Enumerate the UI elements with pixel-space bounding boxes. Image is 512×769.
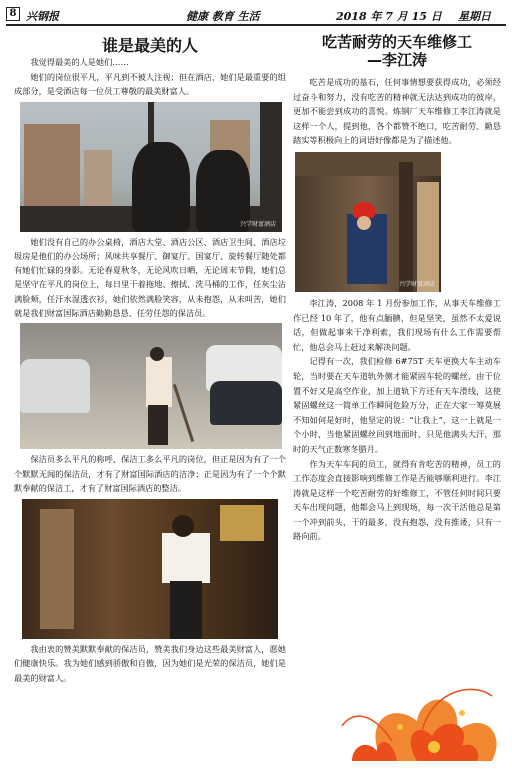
right-paragraph-3: 记得有一次，我们检修 6#75T 天车更换大车主动车轮，当时要在天车道轨外侧才能紧固车轮的螺丝，由于位置不好又是高空作业，加上道轨下方还有天车滑线，这使紧固螺丝这一简单工作瞬间危险万分，正在大家一筹莫展不知如何是好时，他坚定的说：“让我上”，这一上就是一个小时，当他紧固螺丝回到地面时，只见他满头大汗，那时的天气正数寒冬腊月。 [293,356,501,454]
page-number: 8 [6,7,20,21]
sweeping-cleaner-photo [20,323,282,449]
photo-watermark: 兴学财富酒店 [239,220,276,228]
issue-date: 2018 年 7 月 15 日 [336,10,442,23]
left-paragraph-3: 她们没有自己的办公桌椅，酒店大堂、酒店公区、酒店卫生间、酒店垃圾房是他们的办公场所；风味共享餐厅、御宴厅、国宴厅、旋转餐厅随处都有她们忙碌的身影。无论春夏秋冬，无论风吹日晒，无论周末节假，她们总是坚守在平凡的岗位上，每日里干着拖地、擦拭、洗马桶的工作，任灰尘沾满脸颊，任汗水湿透衣衫，她们依然满脸笑容，从未抱怨，从未叫苦，她们就是我们财富国际酒店勤勤恳恳、任劳任怨的保洁员。 [14,236,286,318]
paper-name: 兴钢报 [26,10,59,23]
page-header [6,6,506,26]
right-paragraph-1: 吃苦是成功的基石，任何事情想要获得成功，必须经过奋斗和努力，没有吃苦的精神就无法达到成功的彼岸，更加不能尝到成功的喜悦。炼钢厂天车维修工李江涛就是这样一个人，提到他，各个都赞不绝口，吃苦耐劳、勤恳踏实等积极向上的词语好像都是为了描述他。 [293,77,501,146]
window-cleaners-photo [20,102,282,232]
issue-weekday: 星期日 [458,10,491,23]
orange-flower-ornament [322,651,502,761]
right-article-title [293,33,501,69]
left-paragraph-2: 她们的岗位很平凡，平凡到不被人注视；但在酒店，她们是最重要的组成部分，是受酒店每一位员工尊敬的最美财富人。 [14,71,286,97]
left-paragraph-4: 保洁员多么平凡的称呼，保洁工多么平凡的岗位，但正是因为有了一个个默默无闻的保洁员，才有了财富国际酒店的洁净；正是因为有了一个个默默奉献的保洁工，才有了财富国际酒店的整洁。 [14,454,286,494]
left-article [14,30,286,686]
right-paragraph-4: 作为天车车间的员工，就得有肯吃苦的精神，员工的工作态度会直接影响到维修工作是否能够顺利进行。李江涛就是这样一个吃苦耐劳的好维修工，不管任何时间只要天车出现问题，他都会马上到现场，每一次干活他总是第一个冲到前头，干的最多，没有抱怨，没有推诿，只有一路向前。 [293,458,501,542]
left-paragraph-5: 我由衷的赞美默默奉献的保洁员，赞美我们身边这些最美财富人，愿她们健康快乐。我为她们感到骄傲和自傲，因为她们是光荣的保洁员，她们是最美的财富人。 [14,643,286,683]
section-label: 健康 教育 生活 [186,10,260,23]
right-article [293,30,501,544]
left-article-title: 谁是最美的人 [101,36,198,55]
right-title-line-1: 吃苦耐劳的天车维修工 [321,33,472,51]
right-title-line-2: —李江涛 [366,51,427,69]
right-paragraph-2: 李江涛，2008 年 1 月份参加工作，从事天车维修工作已经 10 年了，他有点腼腆，但是坚笑，虽然不太爱说话，但做起事来干净利索，我们现场有什么工作需要帮忙，他总会马上赶过来解决问题。 [293,297,501,352]
left-paragraph-1: 我觉得最美的人是她们…… [30,57,129,67]
elevator-cleaner-photo [22,499,278,639]
photo-watermark: 兴学财富酒店 [398,280,435,288]
crane-repairman-photo [295,152,441,292]
